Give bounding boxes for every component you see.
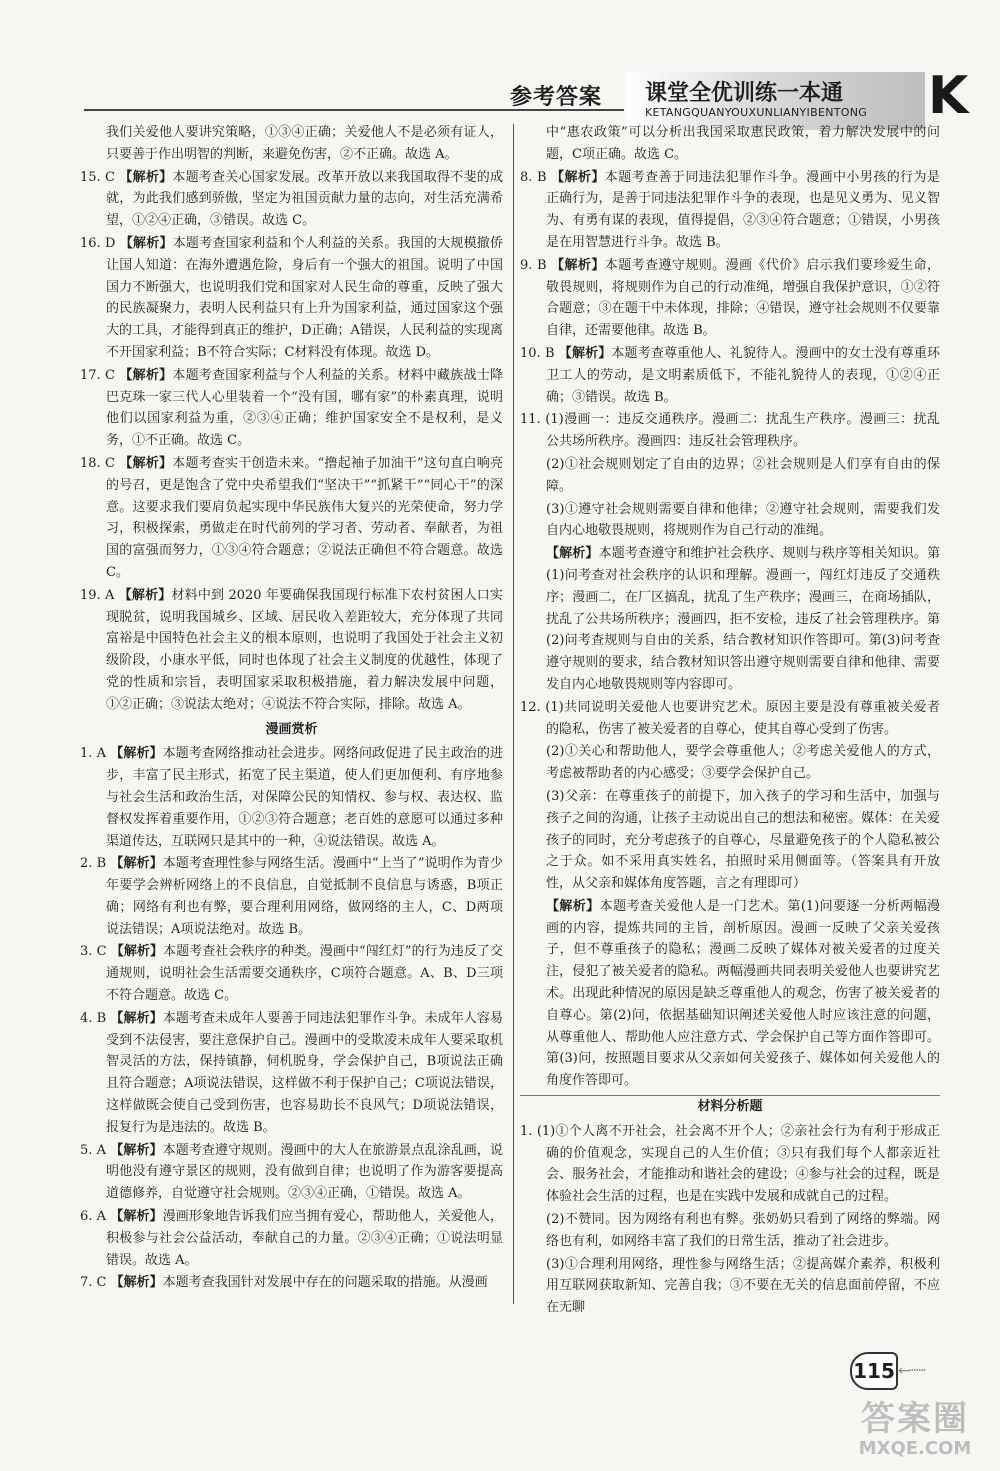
site-watermark: [830, 1400, 1000, 1470]
question-number: 11.: [520, 412, 541, 428]
answer-paragraph: [520, 543, 940, 696]
answer-paragraph: [80, 1272, 503, 1294]
section-heading: [520, 1095, 940, 1118]
question-number: 8. B: [520, 169, 547, 185]
paragraph-text: 我们关爱他人要讲究策略，①③④正确；关爱他人不是必须有证人，只要善于作出明智的判断，来避免伤害，②不正确。故选 A。: [106, 125, 503, 162]
answer-paragraph: [520, 896, 940, 1092]
paragraph-text: 本题考查遵守和维护社会秩序、规则与秩序等相关知识。第(1)问考查对社会秩序的认识和理解。漫画一，闯红灯违反了交通秩序；漫画二，在厂区搞乱，扰乱了生产秩序；漫画三，在商场插队，扰乱了公共场所秩序；漫画四，拒不安检，违反了社会管理秩序。第(2)问考查规则与自由的关系，结合教材知识作答即可。第(3)问考查遵守规则的要求，结合教材知识答出遵守规则需要自律和他律、需要发自内心地敬畏规则等内容即可。: [546, 546, 940, 692]
paragraph-text: 本题考查国家利益与个人利益的关系。材料中藏族战士降巴克珠一家三代人心里装着一个“没有国，哪有家”的朴素真理，说明他们以国家利益为重，②③④正确；维护国家安全不是权利，是义务，①不正确。故选 C。: [106, 367, 503, 449]
paragraph-text: 本题考查未成年人要善于同违法犯罪作斗争。未成年人容易受到不法侵害，要注意保护自己。漫画中的受欺凌未成年人要采取机智灵活的方法，保持镇静，伺机脱身，学会保护自己，B项说法正确且符合题意；A项说法错误，这样做不利于保护自己；C项说法错误，这样做既会使自己受到伤害，也容易助长不良风气；D项说法错误，报复行为是违法的。故选 B。: [106, 1010, 503, 1135]
page-header: [0, 0, 1000, 140]
analysis-tag: 【解析】: [546, 898, 600, 914]
analysis-tag: 【解析】: [551, 257, 605, 273]
watermark-url: MXQE.COM: [858, 1438, 972, 1459]
question-number: 6. A: [80, 1209, 107, 1225]
paragraph-text: (3)①遵守社会规则需要自律和他律；②遵守社会规则，需要我们发自内心地敬畏规则，将规则作为自己行动的准绳。: [546, 501, 940, 539]
paragraph-text: (1)漫画一：违反交通秩序。漫画二：扰乱生产秩序。漫画三：扰乱公共场所秩序。漫画四：违反社会管理秩序。: [545, 412, 940, 450]
answer-paragraph: [520, 697, 940, 741]
question-number: 2. B: [80, 856, 107, 872]
question-number: 17. C: [80, 367, 115, 383]
question-number: 12.: [520, 699, 541, 715]
page-number: 115: [850, 1352, 898, 1390]
answer-paragraph: [520, 122, 940, 166]
right-column: [520, 122, 940, 1320]
paragraph-text: 本题考查关爱他人是一门艺术。第(1)问要逐一分析两幅漫画的内容，提炼共同的主旨，剖析原因。漫画一反映了父亲关爱孩子，但不尊重孩子的隐私；漫画二反映了媒体对被关爱者的过度关注，侵犯了被关爱者的隐私。两幅漫画共同表明关爱他人也要讲究艺术。出现此种情况的原因是缺乏尊重他人的观念，伤害了被关爱者的自尊心。第(2)问，依据基础知识阐述关爱他人时应该注意的问题，从尊重他人、帮助他人应注意方式、学会保护自己等方面作答即可。第(3)问，按照题目要求从父亲如何关爱孩子、媒体如何关爱他人的角度作答即可。: [546, 898, 940, 1089]
paragraph-text: (2)不赞同。因为网络有利也有弊。张奶奶只看到了网络的弊端。网络也有利，如网络丰富了我们的日常生活，推动了社会进步。: [546, 1212, 940, 1249]
paragraph-text: 本题考查理性参与网络生活。漫画中“上当了”说明作为青少年要学会辨析网络上的不良信息，自觉抵制不良信息与诱惑，B项正确；网络有利也有弊，要合理利用网络，做网络的主人，C、D两项说法错误；A项说法绝对。故选 B。: [106, 856, 503, 937]
left-column: [80, 122, 503, 1295]
paragraph-text: 本题考查网络推动社会进步。网络问政促进了民主政治的进步，丰富了民主形式，拓宽了民主渠道，使人们更加便利、有序地参与社会生活和政治生活，对保障公民的知情权、参与权、表达权、监督权发挥着重要作用，①②③符合题意；老百姓的意愿可以通过多种渠道传达，互联网只是其中的一种，④说法错误。故选 A。: [106, 746, 503, 849]
answer-paragraph: [80, 1140, 503, 1205]
question-number: 9. B: [520, 257, 547, 273]
analysis-tag: 【解析】: [110, 1275, 163, 1291]
answer-paragraph: [520, 786, 940, 895]
paragraph-text: (1)共同说明关爱他人也要讲究艺术。原因主要是没有尊重被关爱者的隐私，伤害了被关爱者的自尊心，使其自尊心受到了伤害。: [545, 699, 940, 737]
paragraph-text: 材料中到 2020 年要确保我国现行标准下农村贫困人口实现脱贫，说明我国城乡、区域、居民收入差距较大，充分体现了共同富裕是中国特色社会主义的根本原则，也说明了我国处于社会主义初级阶段，小康水平低，同时也体现了社会主义制度的优越性，体现了党的性质和宗旨，表明国家采取积极措施，着力解决发展中问题，①②正确；③说法太绝对；④说法不符合实际，排除。故选 A。: [106, 587, 503, 712]
paragraph-text: 本题考查遵守规则。漫画《代价》启示我们要珍爱生命，敬畏规则，将规则作为自己的行动准绳，增强自我保护意识，①②符合题意；③在题干中未体现，排除；④错误，遵守社会规则不仅要靠自律，还需要他律。故选 B。: [546, 257, 940, 339]
answer-paragraph: [520, 409, 940, 453]
answer-paragraph: [80, 122, 503, 166]
answer-paragraph: [80, 453, 503, 584]
analysis-tag: 【解析】: [119, 169, 173, 185]
answer-paragraph: [80, 853, 503, 940]
answer-paragraph: [80, 167, 503, 232]
analysis-tag: 【解析】: [119, 235, 173, 251]
analysis-tag: 【解析】: [551, 169, 605, 185]
question-number: 16. D: [80, 235, 116, 251]
paragraph-text: 漫画形象地告诉我们应当拥有爱心，帮助他人，关爱他人，积极参与社会公益活动，奉献自己的力量。②③④正确；①说法明显错误。故选 A。: [106, 1209, 503, 1268]
question-number: 18. C: [80, 455, 115, 471]
paragraph-text: 材料分析题: [697, 1099, 763, 1115]
analysis-tag: 【解析】: [119, 367, 173, 383]
paragraph-text: 本题考查国家利益和个人利益的关系。我国的大规模撤侨让国人知道：在海外遭遇危险，身后有一个强大的祖国。说明了中国国力不断强大，也说明我们党和国家对人民生命的尊重，反映了强大的民族凝聚力，表明人民利益只有上升为国家利益，通过国家这个强大的工具，才能得到真正的维护，D正确；A错误，人民利益的实现离不开国家利益；B不符合实际；C材料没有体现。故选 D。: [106, 235, 503, 360]
answer-paragraph: [80, 1008, 503, 1139]
analysis-tag: 【解析】: [558, 345, 612, 361]
question-number: 1.: [520, 1123, 533, 1139]
book-title-pinyin: KETANGQUANYOUXUNLIANYIBENTONG: [645, 106, 868, 119]
paragraph-text: 本题考查实干创造未来。“撸起袖子加油干”这句直白响亮的号召，更是饱含了党中央希望我们“坚决干”“抓紧干”“同心干”的深意。这要求我们要肩负起实现中华民族伟大复兴的光荣使命，努力学习，积极探索，勇做走在时代前列的学习者、劳动者、奉献者，为祖国的富强而努力，①③④符合题意；②说法正确但不符合题意。故选 C。: [106, 455, 503, 580]
section-heading: [80, 719, 503, 741]
paragraph-text: (2)①社会规则划定了自由的边界；②社会规则是人们享有自由的保障。: [546, 456, 940, 494]
analysis-tag: 【解析】: [110, 746, 163, 762]
answer-paragraph: [80, 585, 503, 716]
answer-paragraph: [520, 343, 940, 408]
analysis-tag: 【解析】: [110, 944, 164, 960]
column-divider: [513, 124, 514, 1304]
analysis-tag: 【解析】: [110, 1209, 163, 1225]
answer-paragraph: [520, 255, 940, 342]
answer-paragraph: [80, 365, 503, 452]
question-number: 7. C: [80, 1275, 107, 1291]
question-number: 5. A: [80, 1142, 107, 1158]
watermark-logo-text: 答案圈: [861, 1399, 969, 1439]
analysis-tag: 【解析】: [119, 455, 173, 471]
answer-paragraph: [80, 941, 503, 1006]
paragraph-text: 中“惠农政策”可以分析出我国采取惠民政策，着力解决发展中的问题，C项正确。故选 C。: [546, 125, 940, 162]
analysis-tag: 【解析】: [110, 1010, 163, 1026]
paragraph-text: (1)①个人离不开社会，社会离不开个人；②亲社会行为有利于形成正确的价值观念，实现自己的人生价值；③只有我们每个人都亲近社会、服务社会，才能推动和谐社会的建设；④参与社会的过程，既是体验社会生活的过程，也是在实践中发展和成就自己的过程。: [536, 1123, 940, 1205]
answer-paragraph: [520, 1209, 940, 1253]
question-number: 3. C: [80, 944, 107, 960]
answer-paragraph: [80, 233, 503, 364]
paragraph-text: 本题考查遵守规则。漫画中的大人在旅游景点乱涂乱画，说明他没有遵守景区的规则，没有做到自律；也说明了作为游客要提高道德修养，自觉遵守社会规则。②③④正确，①错误。故选 A。: [106, 1142, 503, 1202]
answer-paragraph: [520, 1254, 940, 1319]
answer-paragraph: [520, 1121, 940, 1208]
question-number: 1. A: [80, 746, 107, 762]
paragraph-text: (3)父亲：在尊重孩子的前提下，加入孩子的学习和生活中，加强与孩子之间的沟通，让孩子主动说出自己的想法和秘密。媒体：在关爱孩子的同时，充分考虑孩子的自尊心，尽量避免孩子的个人隐私被公之于众。如不采用真实姓名，拍照时采用侧面等。（答案具有开放性，从父亲和媒体角度答题，言之有理即可）: [546, 788, 940, 892]
question-number: 19. A: [80, 587, 115, 603]
analysis-tag: 【解析】: [118, 587, 172, 603]
analysis-tag: 【解析】: [110, 856, 163, 872]
analysis-tag: 【解析】: [110, 1142, 163, 1158]
paragraph-text: 本题考查善于同违法犯罪作斗争。漫画中小男孩的行为是正确行为，是善于同违法犯罪作斗争的表现，也是见义勇为、见义智为、有勇有谋的表现，值得提倡，②③④符合题意；①错误，小男孩是在用智慧进行斗争。故选 B。: [546, 169, 940, 250]
page-arrow-icon: ←·······: [898, 1363, 925, 1379]
paragraph-text: 本题考查社会秩序的种类。漫画中“闯红灯”的行为违反了交通规则，说明社会生活需要交通秩序，C项符合题意。A、B、D三项不符合题意。故选 C。: [106, 944, 503, 1004]
book-logo: K: [928, 66, 969, 126]
paragraph-text: (3)①合理利用网络，理性参与网络生活；②提高媒介素养，积极利用互联网获取新知、完善自我；③不要在无关的信息面前停留，不应在无聊: [546, 1256, 940, 1316]
paragraph-text: 本题考查我国针对发展中存在的问题采取的措施。从漫画: [162, 1275, 488, 1291]
paragraph-text: (2)①关心和帮助他人，要学会尊重他人；②考虑关爱他人的方式，考虑被帮助者的内心感受；③要学会保护自己。: [546, 744, 940, 782]
question-number: 15. C: [80, 169, 115, 185]
answer-paragraph: [80, 743, 503, 852]
answer-paragraph: [80, 1206, 503, 1271]
answer-paragraph: [520, 741, 940, 785]
question-number: 10. B: [520, 345, 555, 361]
answer-section-label: 参考答案: [510, 85, 603, 110]
paragraph-text: 本题考查关心国家发展。改革开放以来我国取得不斐的成就，为此我们感到骄傲，坚定为祖国贡献力量的志向，对生活充满希望，①②④正确，③错误。故选 C。: [106, 169, 503, 229]
analysis-tag: 【解析】: [546, 546, 599, 562]
paragraph-text: 漫画赏析: [265, 721, 318, 737]
question-number: 4. B: [80, 1010, 107, 1026]
answer-paragraph: [520, 499, 940, 543]
answer-paragraph: [520, 454, 940, 498]
answer-paragraph: [520, 167, 940, 254]
book-title: 课堂全优训练一本通: [645, 81, 844, 106]
paragraph-text: 本题考查尊重他人、礼貌待人。漫画中的女士没有尊重环卫工人的劳动，是文明素质低下，不能礼貌待人的表现，①②④正确；③错误。故选 B。: [546, 345, 940, 405]
